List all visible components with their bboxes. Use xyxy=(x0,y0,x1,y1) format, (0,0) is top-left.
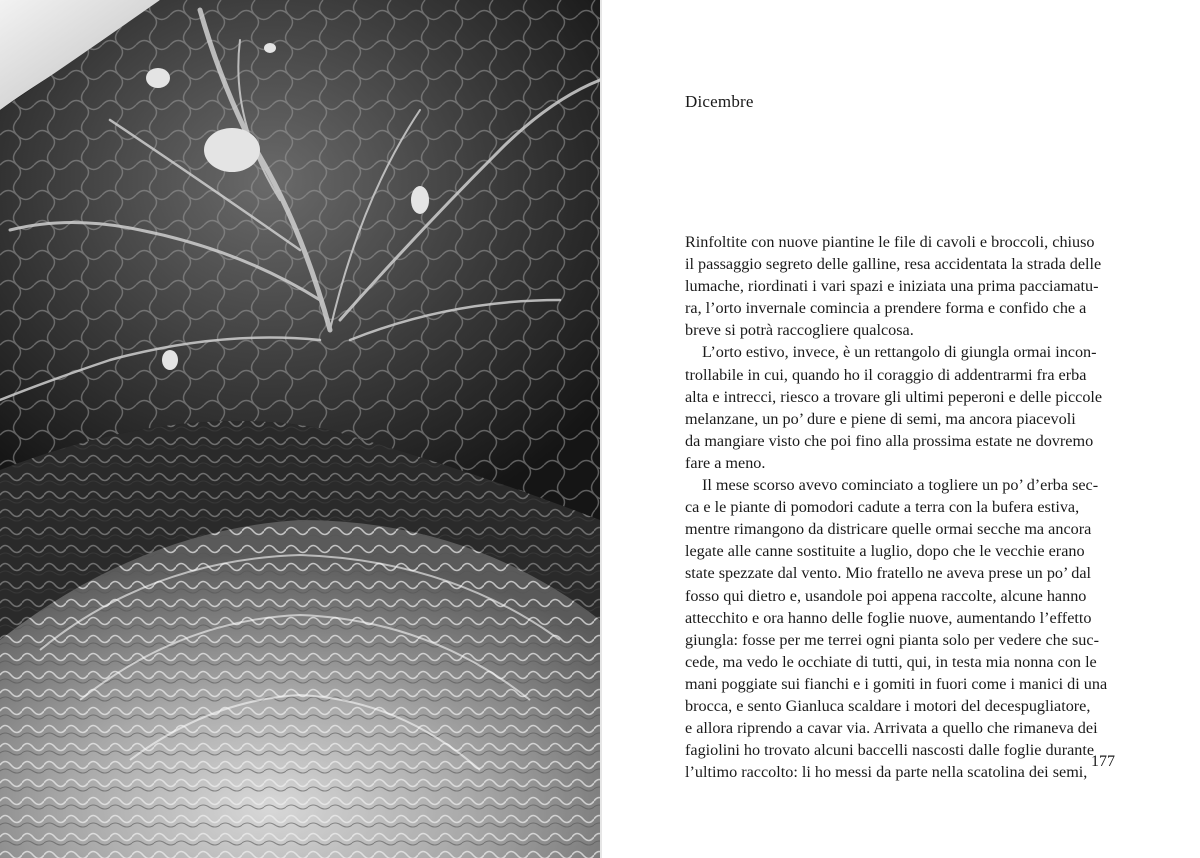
body-text xyxy=(685,231,1115,783)
text-line: L’orto estivo, invece, è un rettangolo di giungla ormai incon- xyxy=(702,343,1097,362)
text-line: fare a meno. xyxy=(685,453,766,472)
text-line: mentre rimangono da districare quelle ormai secche ma ancora xyxy=(685,520,1092,539)
chapter-title: Dicembre xyxy=(685,92,754,111)
text-line: attecchito e ora hanno delle foglie nuove, aumentando l’effetto xyxy=(685,608,1092,627)
text-line: e allora riprendo a cavar via. Arrivata a quello che rimaneva dei xyxy=(685,719,1098,738)
text-line: ca e le piante di pomodori cadute a terra con la bufera estiva, xyxy=(685,498,1080,517)
text-line: trollabile in cui, quando ho il coraggio di addentrarmi fra erba xyxy=(685,365,1087,384)
text-line: mani poggiate sui fianchi e i gomiti in fuori come i manici di una xyxy=(685,674,1108,693)
text-line: Rinfoltite con nuove piantine le file di cavoli e broccoli, chiuso xyxy=(685,233,1095,251)
page-number: 177 xyxy=(1091,753,1115,770)
text-line: fosso qui dietro e, usandole poi appena raccolte, alcune hanno xyxy=(685,586,1087,605)
text-line: fagiolini ho trovato alcuni baccelli nascosti dalle foglie durante xyxy=(685,741,1095,760)
text-line: ra, l’orto invernale comincia a prendere forma e confido che a xyxy=(685,299,1087,318)
text-line: alta e intrecci, riesco a trovare gli ultimi peperoni e delle piccole xyxy=(685,387,1103,406)
text-line: brocca, e sento Gianluca scaldare i motori del decespugliatore, xyxy=(685,696,1091,715)
text-line: il passaggio segreto delle galline, resa accidentata la strada delle xyxy=(685,255,1102,274)
text-line: Il mese scorso avevo cominciato a togliere un po’ d’erba sec- xyxy=(702,476,1099,495)
text-line: giungla: fosse per me terrei ogni pianta solo per vedere che suc- xyxy=(685,630,1099,649)
text-line: state spezzate dal vento. Mio fratello ne aveva prese un po’ dal xyxy=(685,564,1092,583)
text-line: l’ultimo raccolto: li ho messi da parte nella scatolina dei semi, xyxy=(685,763,1088,782)
text-line: cede, ma vedo le occhiate di tutti, qui, in testa mia nonna con le xyxy=(685,652,1097,671)
text-page xyxy=(602,0,1200,858)
text-line: breve si potrà raccogliere qualcosa. xyxy=(685,321,914,340)
text-line: da mangiare visto che poi fino alla prossima estate ne dovremo xyxy=(685,431,1094,450)
text-line: lumache, riordinati i vari spazi e iniziata una prima pacciamatu- xyxy=(685,277,1099,296)
text-line: melanzane, un po’ dure e piene di semi, ma ancora piacevoli xyxy=(685,409,1076,428)
text-line: legate alle canne sostituite a luglio, dopo che le vecchie erano xyxy=(685,542,1085,561)
